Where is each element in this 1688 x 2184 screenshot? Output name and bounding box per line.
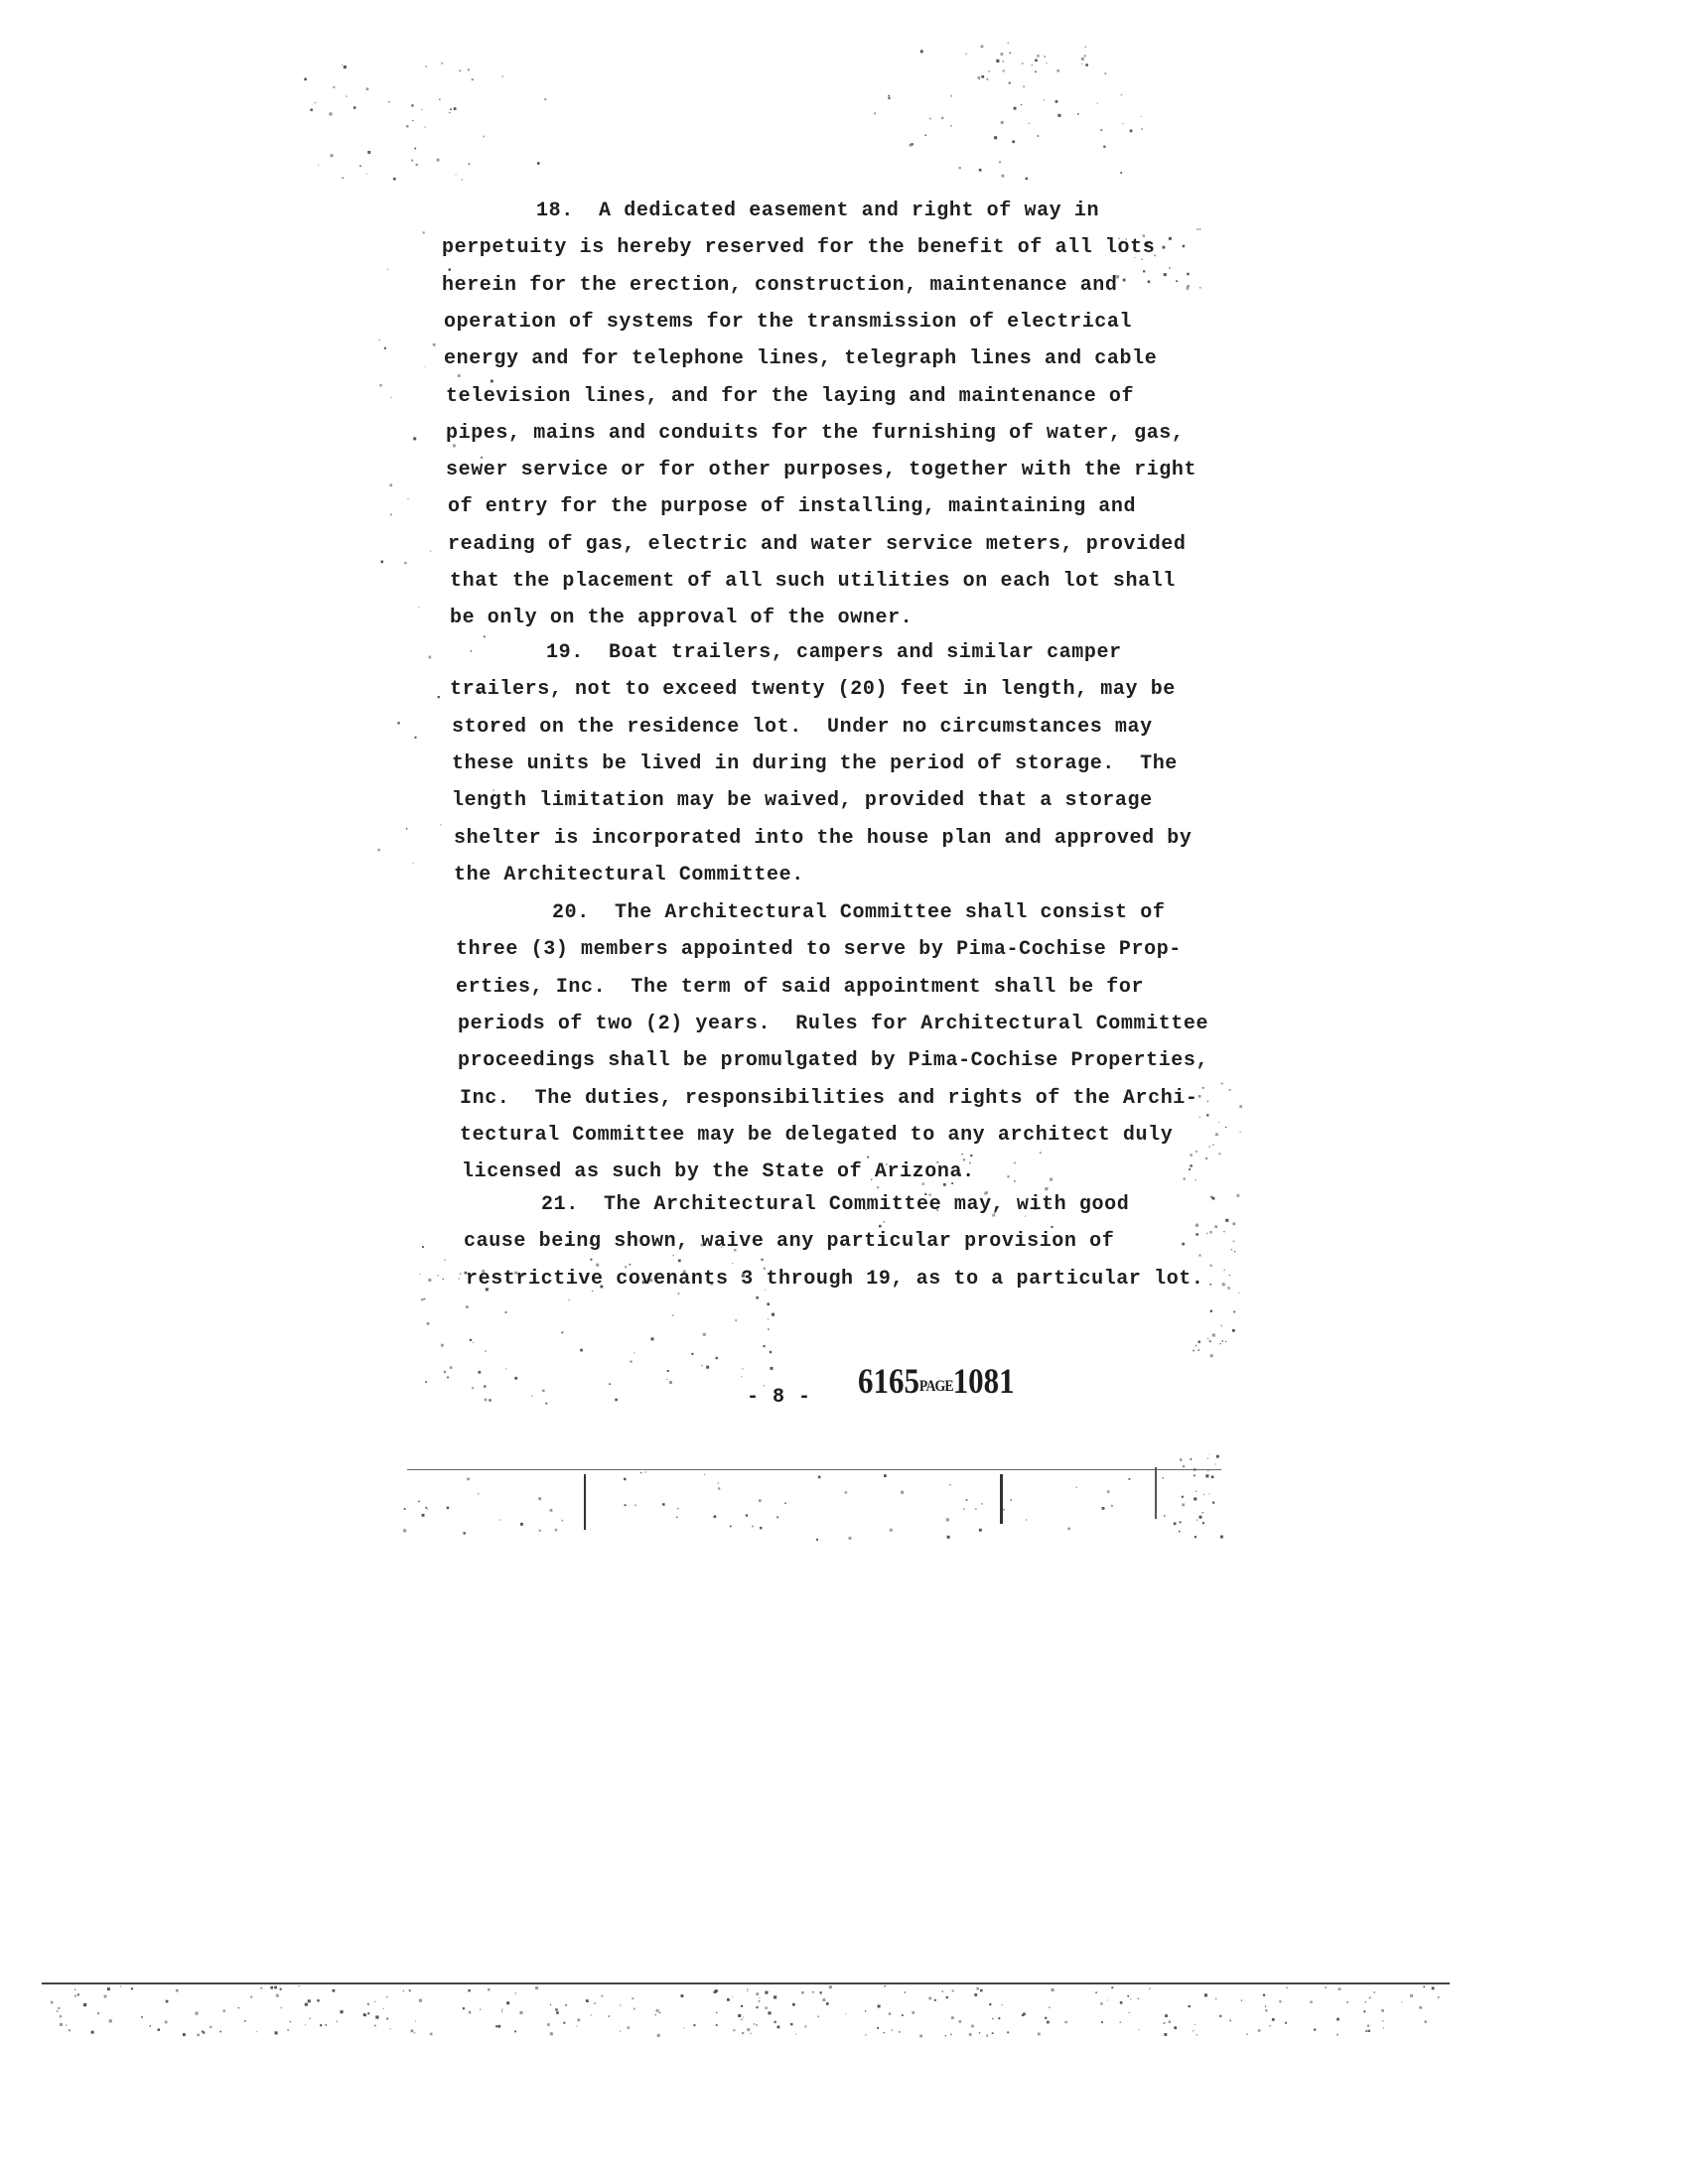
text-line: that the placement of all such utilities on each lot shall bbox=[450, 570, 1176, 593]
text-line: 21. The Architectural Committee may, with good bbox=[541, 1193, 1130, 1216]
text-line: 20. The Architectural Committee shall consist of bbox=[552, 901, 1166, 924]
docket-number: 6165 bbox=[858, 1361, 919, 1401]
text-line: three (3) members appointed to serve by Pima-Cochise Prop- bbox=[456, 938, 1182, 961]
scan-edge-mark-left bbox=[584, 1474, 586, 1530]
text-line: Inc. The duties, responsibilities and rights of the Archi- bbox=[460, 1087, 1198, 1110]
text-line: perpetuity is hereby reserved for the benefit of all lots bbox=[442, 236, 1156, 259]
text-line: trailers, not to exceed twenty (20) feet in length, may be bbox=[450, 678, 1176, 701]
text-line: 19. Boat trailers, campers and similar camper bbox=[546, 641, 1122, 664]
scan-edge-line-lower bbox=[42, 1982, 1450, 1984]
page-label: PAGE bbox=[918, 1378, 953, 1395]
page-number: - 8 - bbox=[747, 1386, 812, 1409]
text-line: sewer service or for other purposes, together with the right bbox=[446, 459, 1197, 481]
recorded-page-number: 1081 bbox=[952, 1361, 1015, 1401]
text-line: licensed as such by the State of Arizona. bbox=[462, 1160, 975, 1183]
text-line: the Architectural Committee. bbox=[454, 864, 804, 887]
text-line: tectural Committee may be delegated to any architect duly bbox=[460, 1124, 1174, 1147]
text-line: periods of two (2) years. Rules for Architectural Committee bbox=[458, 1013, 1209, 1035]
text-line: length limitation may be waived, provided that a storage bbox=[452, 789, 1153, 812]
scan-edge-line-upper bbox=[407, 1469, 1221, 1470]
text-line: television lines, and for the laying and maintenance of bbox=[446, 385, 1135, 408]
text-line: proceedings shall be promulgated by Pima-Cochise Properties, bbox=[458, 1049, 1209, 1072]
text-line: erties, Inc. The term of said appointment shall be for bbox=[456, 976, 1145, 999]
text-line: pipes, mains and conduits for the furnishing of water, gas, bbox=[446, 422, 1185, 445]
text-line: cause being shown, waive any particular provision of bbox=[464, 1230, 1115, 1253]
scan-edge-mark-right bbox=[1000, 1474, 1003, 1524]
text-line: 18. A dedicated easement and right of way in bbox=[536, 200, 1100, 222]
text-line: energy and for telephone lines, telegraph lines and cable bbox=[444, 347, 1158, 370]
text-line: restrictive covenants 3 through 19, as to a particular lot. bbox=[466, 1268, 1204, 1291]
text-line: of entry for the purpose of installing, maintaining and bbox=[448, 495, 1137, 518]
scan-edge-mark-far-right bbox=[1155, 1467, 1157, 1519]
text-line: operation of systems for the transmission of electrical bbox=[444, 311, 1133, 334]
text-line: herein for the erection, construction, maintenance and bbox=[442, 274, 1118, 297]
text-line: be only on the approval of the owner. bbox=[450, 607, 914, 629]
text-line: these units be lived in during the period of storage. The bbox=[452, 752, 1178, 775]
text-line: reading of gas, electric and water service meters, provided bbox=[448, 533, 1187, 556]
book-page-reference bbox=[858, 1360, 1015, 1402]
text-line: shelter is incorporated into the house plan and approved by bbox=[454, 827, 1193, 850]
text-line: stored on the residence lot. Under no circumstances may bbox=[452, 716, 1153, 739]
